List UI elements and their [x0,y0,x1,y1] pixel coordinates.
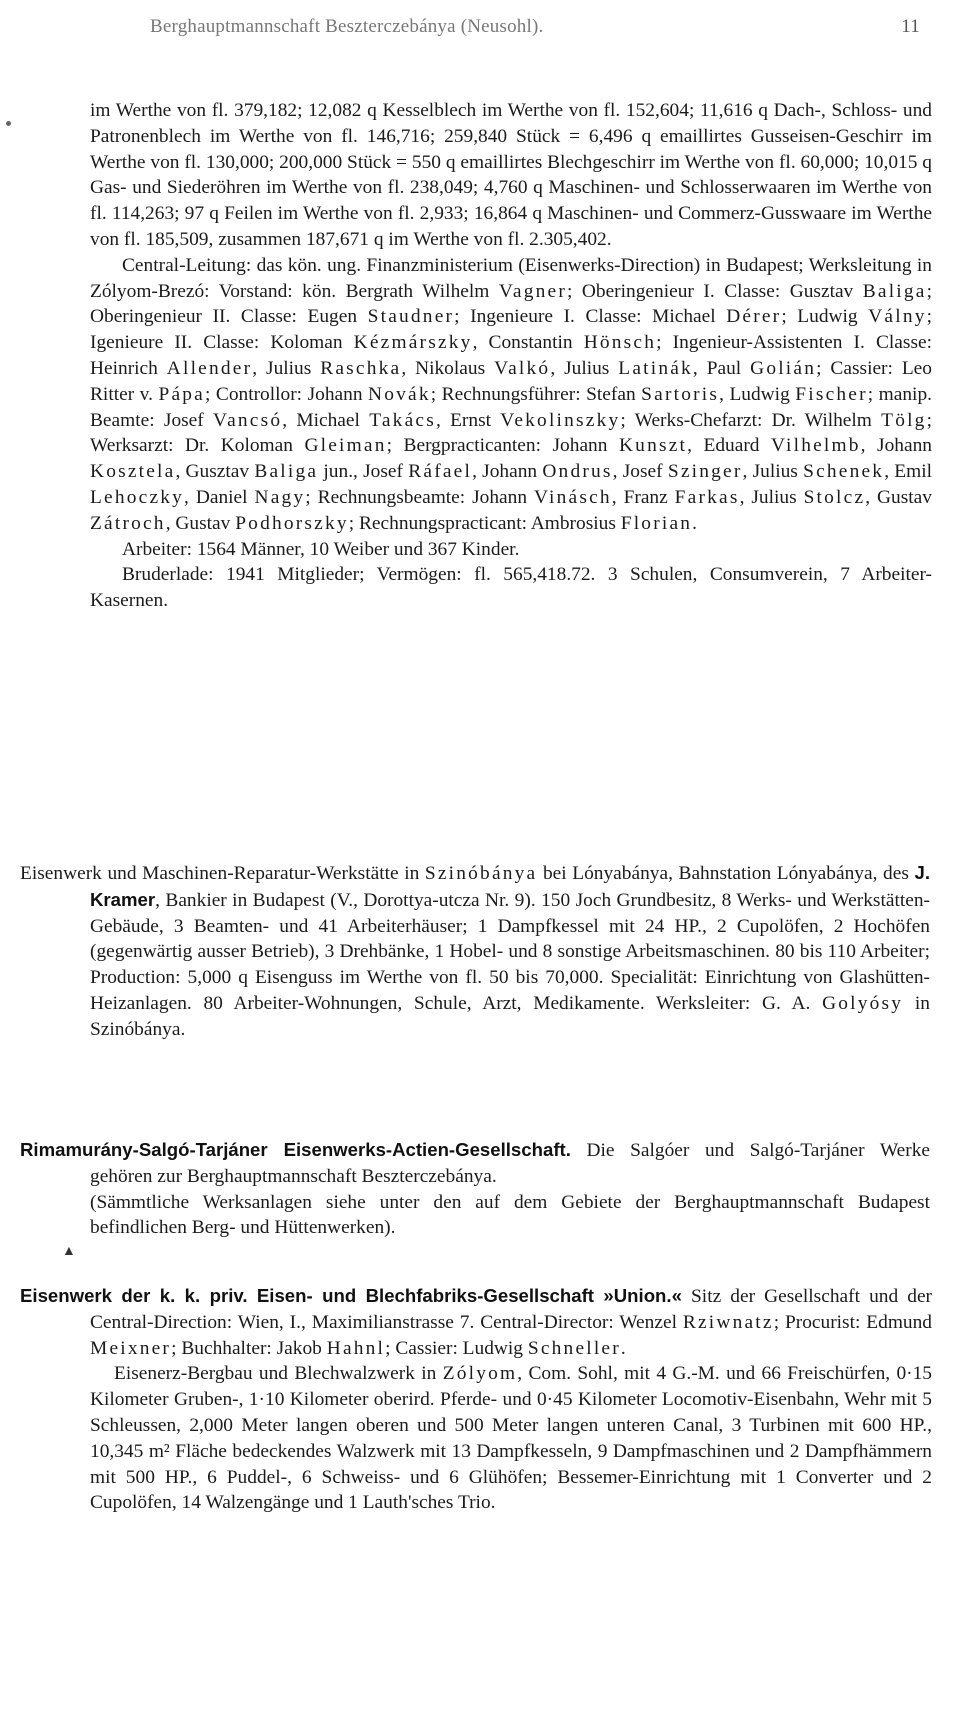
union-title: Eisenwerk der k. k. priv. Eisen- und Blechfabriks-Gesellschaft »Union.« [20,1285,682,1306]
union-paragraph: Eisenwerk der k. k. priv. Eisen- und Blechfabriks-Gesellschaft »Union.« Sitz der Gesellschaft und der Central-Direction: Wien, I., Maximilianstrasse 7. Central-Director: Wenzel Rziwnatz; Procurist: Edmund Meixner; Buchhalter: Jakob Hahnl; Cassier: Ludwig Schneller. [20,1285,933,1359]
running-header [150,6,920,46]
rimamurany-paragraph: Rimamurány-Salgó-Tarjáner Eisenwerks-Actien-Gesellschaft. Die Salgóer und Salgó-Tarjáner Werke gehören zur Berghauptmannschaft Beszterczebánya. [20,1139,931,1187]
bruderlade-paragraph: Bruderlade: 1941 Mitglieder; Vermögen: fl. 565,418.72. 3 Schulen, Consumverein, 7 Arbeiter-Kasernen. [90,564,932,612]
union-works-paragraph: Eisenerz-Bergbau und Blechwalzwerk in Zólyom, Com. Sohl, mit 4 G.-M. und 66 Freischürfen, 0·15 Kilometer Gruben-, 1·10 Kilometer oberird. Pferde- und 0·45 Kilometer Locomotiv-Eisenbahn, Wehr mit 5 Schleussen, 2,000 Meter langen oberen und 500 Meter langen unteren Canal, 3 Turbinen mit 600 HP., 10,345 m² Fläche bedeckendes Walzwerk mit 13 Dampfkesseln, 9 Dampfmaschinen und 2 Dampfhämmern mit 500 HP., 6 Puddel-, 6 Schweiss- und 6 Glühöfen; Bessemer-Einrichtung mit 1 Converter und 2 Cupolöfen, 14 Walzengänge und 1 Lauth'sches Trio. [90,1363,933,1514]
margin-dot [6,121,11,126]
entry-rimamurany [20,1137,930,1241]
header-title: Berghauptmannschaft Beszterczebánya (Neusohl). [150,16,544,37]
entry-szinobanya [20,860,930,1043]
page-number: 11 [901,16,920,37]
szinobanya-paragraph: Eisenwerk und Maschinen-Reparatur-Werkstätte in Szinóbánya bei Lónyabánya, Bahnstation Lónyabánya, des J. Kramer, Bankier in Budapest (V., Dorottya-utcza Nr. 9). 150 Joch Grundbesitz, 8 Werks- und Werkstätten-Gebäude, 3 Beamten- und 41 Arbeiterhäuser; 1 Dampfkessel mit 24 HP., 2 Cupolöfen, 2 Hochöfen (gegenwärtig ausser Betrieb), 3 Drehbänke, 1 Hobel- und 8 sonstige Arbeitsmaschinen. 80 bis 110 Arbeiter; Production: 5,000 q Eisenguss im Werthe von fl. 50 bis 70,000. Specialität: Einrichtung von Glashütten-Heizanlagen. 80 Arbeiter-Wohnungen, Schule, Arzt, Medikamente. Werksleiter: G. A. Golyósy in Szinóbánya. [20,862,930,1040]
production-paragraph: im Werthe von fl. 379,182; 12,082 q Kesselblech im Werthe von fl. 152,604; 11,616 q Dach-, Schloss- und Patronenblech im Werthe von fl. 146,716; 259,840 Stück = 6,496 q emaillirtes Gusseisen-Geschirr im Werthe von fl. 130,000; 200,000 Stück = 550 q emaillirtes Blechgeschirr im Werthe von fl. 60,000; 10,015 q Gas- und Siederöhren im Werthe von fl. 238,049; 4,760 q Maschinen- und Schlosserwaaren im Werthe von fl. 114,263; 97 q Feilen im Werthe von fl. 2,933; 16,864 q Maschinen- und Commerz-Gusswaare im Werthe von fl. 185,509, zusammen 187,671 q im Werthe von fl. 2.305,402. [90,100,932,250]
staff-paragraph: Central-Leitung: das kön. ung. Finanzministerium (Eisenwerks-Direction) in Budapest; Werksleitung in Zólyom-Brezó: Vorstand: kön. Bergrath Wilhelm Vagner; Oberingenieur I. Classe: Gusztav Baliga; Oberingenieur II. Classe: Eugen Staudner; Ingenieure I. Classe: Michael Dérer; Ludwig Válny; Igenieure II. Classe: Koloman Kézmárszky, Constantin Hönsch; Ingenieur-Assistenten I. Classe: Heinrich Allender, Julius Raschka, Nikolaus Valkó, Julius Latinák, Paul Golián; Cassier: Leo Ritter v. Pápa; Controllor: Johann Novák; Rechnungsführer: Stefan Sartoris, Ludwig Fischer; manip. Beamte: Josef Vancsó, Michael Takács, Ernst Vekolinszky; Werks-Chefarzt: Dr. Wilhelm Tölg; Werksarzt: Dr. Koloman Gleiman; Bergpracticanten: Johann Kunszt, Eduard Vilhelmb, Johann Kosztela, Gusztav Baliga jun., Josef Ráfael, Johann Ondrus, Josef Szinger, Julius Schenek, Emil Lehoczky, Daniel Nagy; Rechnungsbeamte: Johann Vinásch, Franz Farkas, Julius Stolcz, Gustav Zátroch, Gustav Podhorszky; Rechnungspracticant: Ambrosius Florian. [90,254,932,534]
rimamurany-note: (Sämmtliche Werksanlagen siehe unter den auf dem Gebiete der Berghauptmannschaft Budapest befindlichen Berg- und Hüttenwerken). [90,1191,930,1239]
entry-union [20,1283,932,1516]
rimamurany-title: Rimamurány-Salgó-Tarjáner Eisenwerks-Actien-Gesellschaft. [20,1139,571,1160]
workers-paragraph: Arbeiter: 1564 Männer, 10 Weiber und 367 Kinder. [122,538,520,560]
margin-mark: ▲ [62,1244,76,1259]
entry-zolyom-brezo-continued [90,98,932,614]
